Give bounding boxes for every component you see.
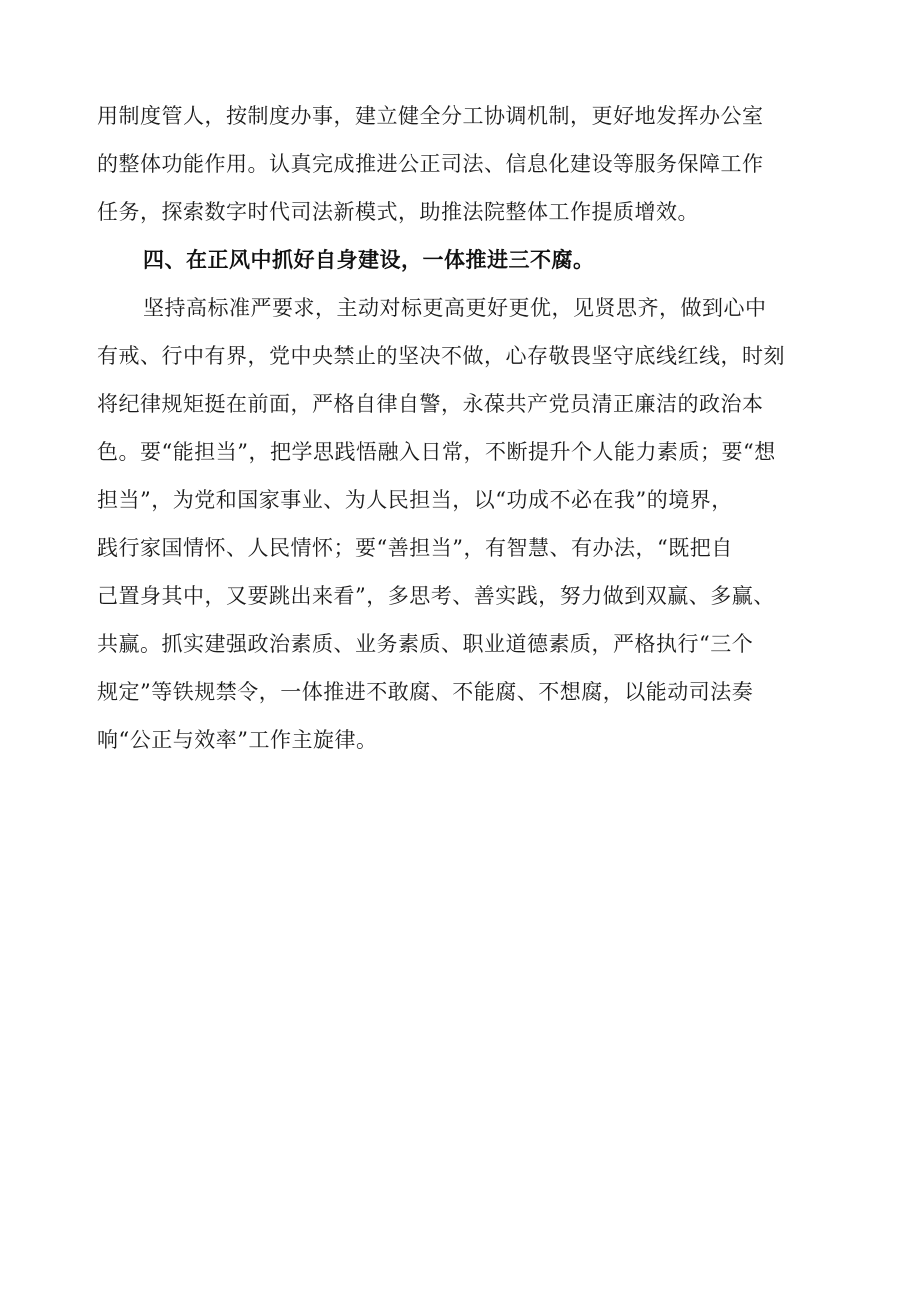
text-line: 色。要“能担当”，把学思践悟融入日常，不断提升个人能力素质；要“想 — [97, 440, 776, 464]
text-line: 响“公正与效率”工作主旋律。 — [97, 728, 378, 752]
paragraph-continued — [97, 92, 827, 236]
section-heading: 四、在正风中抓好自身建设，一体推进三不腐。 — [143, 248, 595, 272]
text-line: 任务，探索数字时代司法新模式，助推法院整体工作提质增效。 — [97, 200, 699, 224]
text-line: 有戒、行中有界，党中央禁止的坚决不做，心存敬畏坚守底线红线，时刻 — [97, 344, 785, 368]
text-line: 规定”等铁规禁令，一体推进不敢腐、不能腐、不想腐，以能动司法奏 — [97, 680, 754, 704]
text-line: 用制度管人，按制度办事，建立健全分工协调机制，更好地发挥办公室 — [97, 104, 764, 128]
text-line: 的整体功能作用。认真完成推进公正司法、信息化建设等服务保障工作 — [97, 152, 764, 176]
text-line: 践行家国情怀、人民情怀；要“善担当”，有智慧、有办法，“既把自 — [97, 536, 733, 560]
paragraph-main — [97, 284, 827, 764]
text-line: 共赢。抓实建强政治素质、业务素质、职业道德素质，严格执行“三个 — [97, 632, 754, 656]
text-line: 坚持高标准严要求，主动对标更高更好更优，见贤思齐，做到心中 — [143, 296, 767, 320]
text-line: 己置身其中，又要跳出来看”，多思考、善实践，努力做到双赢、多赢、 — [97, 584, 775, 608]
document-body — [97, 92, 827, 764]
text-line: 担当”，为党和国家事业、为人民担当，以“功成不必在我”的境界， — [97, 488, 733, 512]
text-line: 将纪律规矩挺在前面，严格自律自警，永葆共产党员清正廉洁的政治本 — [97, 392, 764, 416]
